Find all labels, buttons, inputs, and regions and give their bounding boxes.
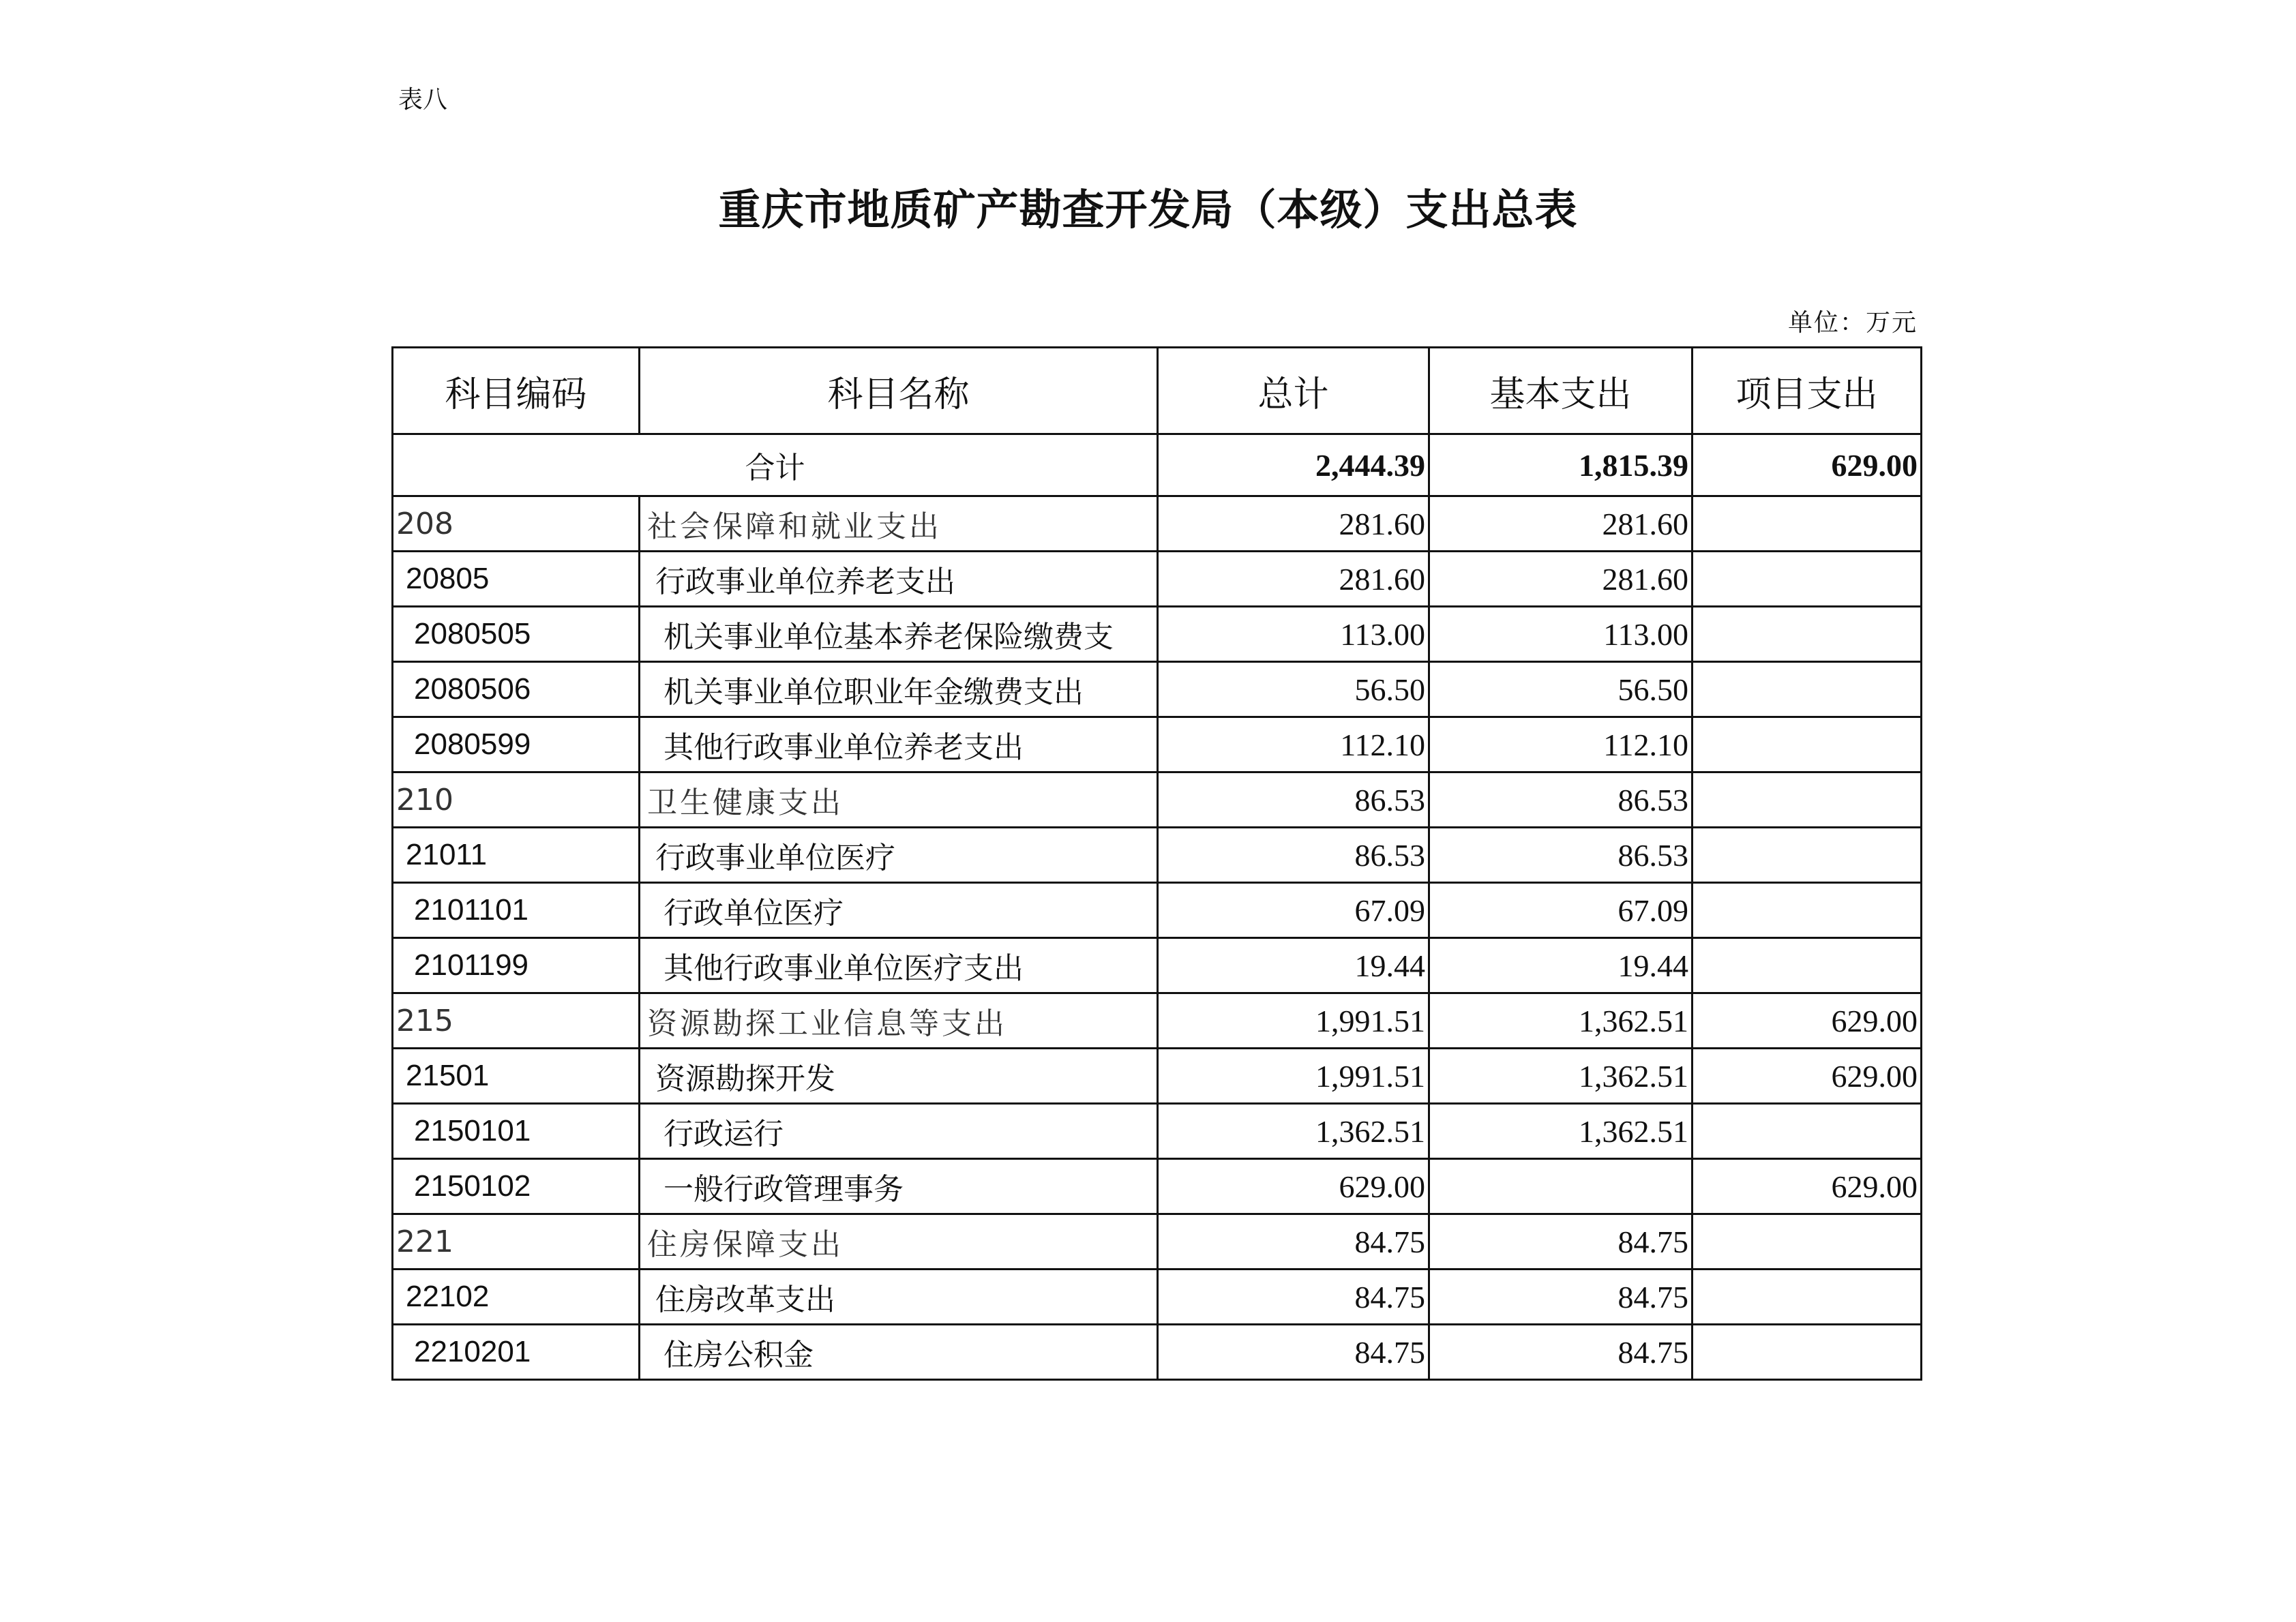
row-project [1693,1270,1922,1325]
row-total: 1,362.51 [1158,1104,1429,1159]
row-project: 629.00 [1693,1159,1922,1214]
row-basic: 1,362.51 [1429,1049,1693,1104]
row-total: 86.53 [1158,828,1429,883]
table-row [393,828,1922,883]
table-row [393,993,1922,1049]
row-project [1693,1214,1922,1270]
row-name: 住房保障支出 [640,1214,1158,1270]
row-basic: 86.53 [1429,828,1693,883]
table-row [393,938,1922,993]
row-project [1693,607,1922,662]
row-basic: 1,362.51 [1429,1104,1693,1159]
table-row [393,1104,1922,1159]
row-project [1693,717,1922,772]
row-basic: 281.60 [1429,496,1693,552]
row-project [1693,496,1922,552]
header-total: 总计 [1158,348,1429,434]
row-project [1693,828,1922,883]
row-total: 84.75 [1158,1325,1429,1380]
row-basic: 1,362.51 [1429,993,1693,1049]
row-project [1693,1325,1922,1380]
row-name: 一般行政管理事务 [640,1159,1158,1214]
row-name: 行政事业单位养老支出 [640,552,1158,607]
table-row [393,496,1922,552]
row-name: 机关事业单位基本养老保险缴费支 [640,607,1158,662]
row-basic: 67.09 [1429,883,1693,938]
row-code: 21011 [393,828,640,883]
table-row [393,883,1922,938]
row-total: 112.10 [1158,717,1429,772]
row-project: 629.00 [1693,1049,1922,1104]
header-row [393,348,1922,434]
row-name: 其他行政事业单位医疗支出 [640,938,1158,993]
row-total: 113.00 [1158,607,1429,662]
row-total: 1,991.51 [1158,1049,1429,1104]
total-project: 629.00 [1693,434,1922,496]
row-name: 机关事业单位职业年金缴费支出 [640,662,1158,717]
row-basic: 112.10 [1429,717,1693,772]
row-total: 84.75 [1158,1270,1429,1325]
row-name: 资源勘探开发 [640,1049,1158,1104]
row-code: 20805 [393,552,640,607]
row-code: 208 [393,496,640,552]
row-total: 86.53 [1158,772,1429,828]
row-total: 629.00 [1158,1159,1429,1214]
row-name: 其他行政事业单位养老支出 [640,717,1158,772]
table-row [393,662,1922,717]
row-basic: 113.00 [1429,607,1693,662]
row-basic: 86.53 [1429,772,1693,828]
table-row [393,607,1922,662]
table-row [393,717,1922,772]
row-code: 2101199 [393,938,640,993]
row-total: 56.50 [1158,662,1429,717]
table-label: 表八 [398,86,448,114]
row-code: 21501 [393,1049,640,1104]
row-code: 2150101 [393,1104,640,1159]
row-basic: 84.75 [1429,1325,1693,1380]
expenditure-table [391,346,1922,1381]
row-name: 行政事业单位医疗 [640,828,1158,883]
row-project [1693,938,1922,993]
table-row [393,552,1922,607]
total-label: 合计 [393,434,1158,496]
row-name: 住房改革支出 [640,1270,1158,1325]
row-code: 2210201 [393,1325,640,1380]
row-basic: 84.75 [1429,1214,1693,1270]
row-total: 67.09 [1158,883,1429,938]
table-row [393,1270,1922,1325]
row-basic: 281.60 [1429,552,1693,607]
row-project: 629.00 [1693,993,1922,1049]
total-total: 2,444.39 [1158,434,1429,496]
row-code: 2150102 [393,1159,640,1214]
row-total: 19.44 [1158,938,1429,993]
row-total: 1,991.51 [1158,993,1429,1049]
row-name: 卫生健康支出 [640,772,1158,828]
row-code: 2080599 [393,717,640,772]
table-row [393,1325,1922,1380]
row-project [1693,883,1922,938]
row-basic: 19.44 [1429,938,1693,993]
table-row [393,1214,1922,1270]
header-name: 科目名称 [640,348,1158,434]
total-basic: 1,815.39 [1429,434,1693,496]
row-code: 2101101 [393,883,640,938]
row-basic: 84.75 [1429,1270,1693,1325]
page-title: 重庆市地质矿产勘查开发局（本级）支出总表 [718,185,1578,235]
row-code: 22102 [393,1270,640,1325]
row-name: 行政运行 [640,1104,1158,1159]
row-code: 2080505 [393,607,640,662]
row-project [1693,662,1922,717]
total-row [393,434,1922,496]
table-row [393,1049,1922,1104]
header-code: 科目编码 [393,348,640,434]
unit-label: 单位：万元 [1787,309,1918,337]
row-basic: 56.50 [1429,662,1693,717]
row-code: 221 [393,1214,640,1270]
table-row [393,772,1922,828]
row-project [1693,772,1922,828]
row-total: 281.60 [1158,552,1429,607]
row-name: 社会保障和就业支出 [640,496,1158,552]
row-code: 2080506 [393,662,640,717]
table-row [393,1159,1922,1214]
header-project: 项目支出 [1693,348,1922,434]
row-name: 行政单位医疗 [640,883,1158,938]
header-basic: 基本支出 [1429,348,1693,434]
row-code: 215 [393,993,640,1049]
row-total: 281.60 [1158,496,1429,552]
row-project [1693,552,1922,607]
row-code: 210 [393,772,640,828]
row-project [1693,1104,1922,1159]
row-name: 住房公积金 [640,1325,1158,1380]
row-name: 资源勘探工业信息等支出 [640,993,1158,1049]
row-basic [1429,1159,1693,1214]
row-total: 84.75 [1158,1214,1429,1270]
